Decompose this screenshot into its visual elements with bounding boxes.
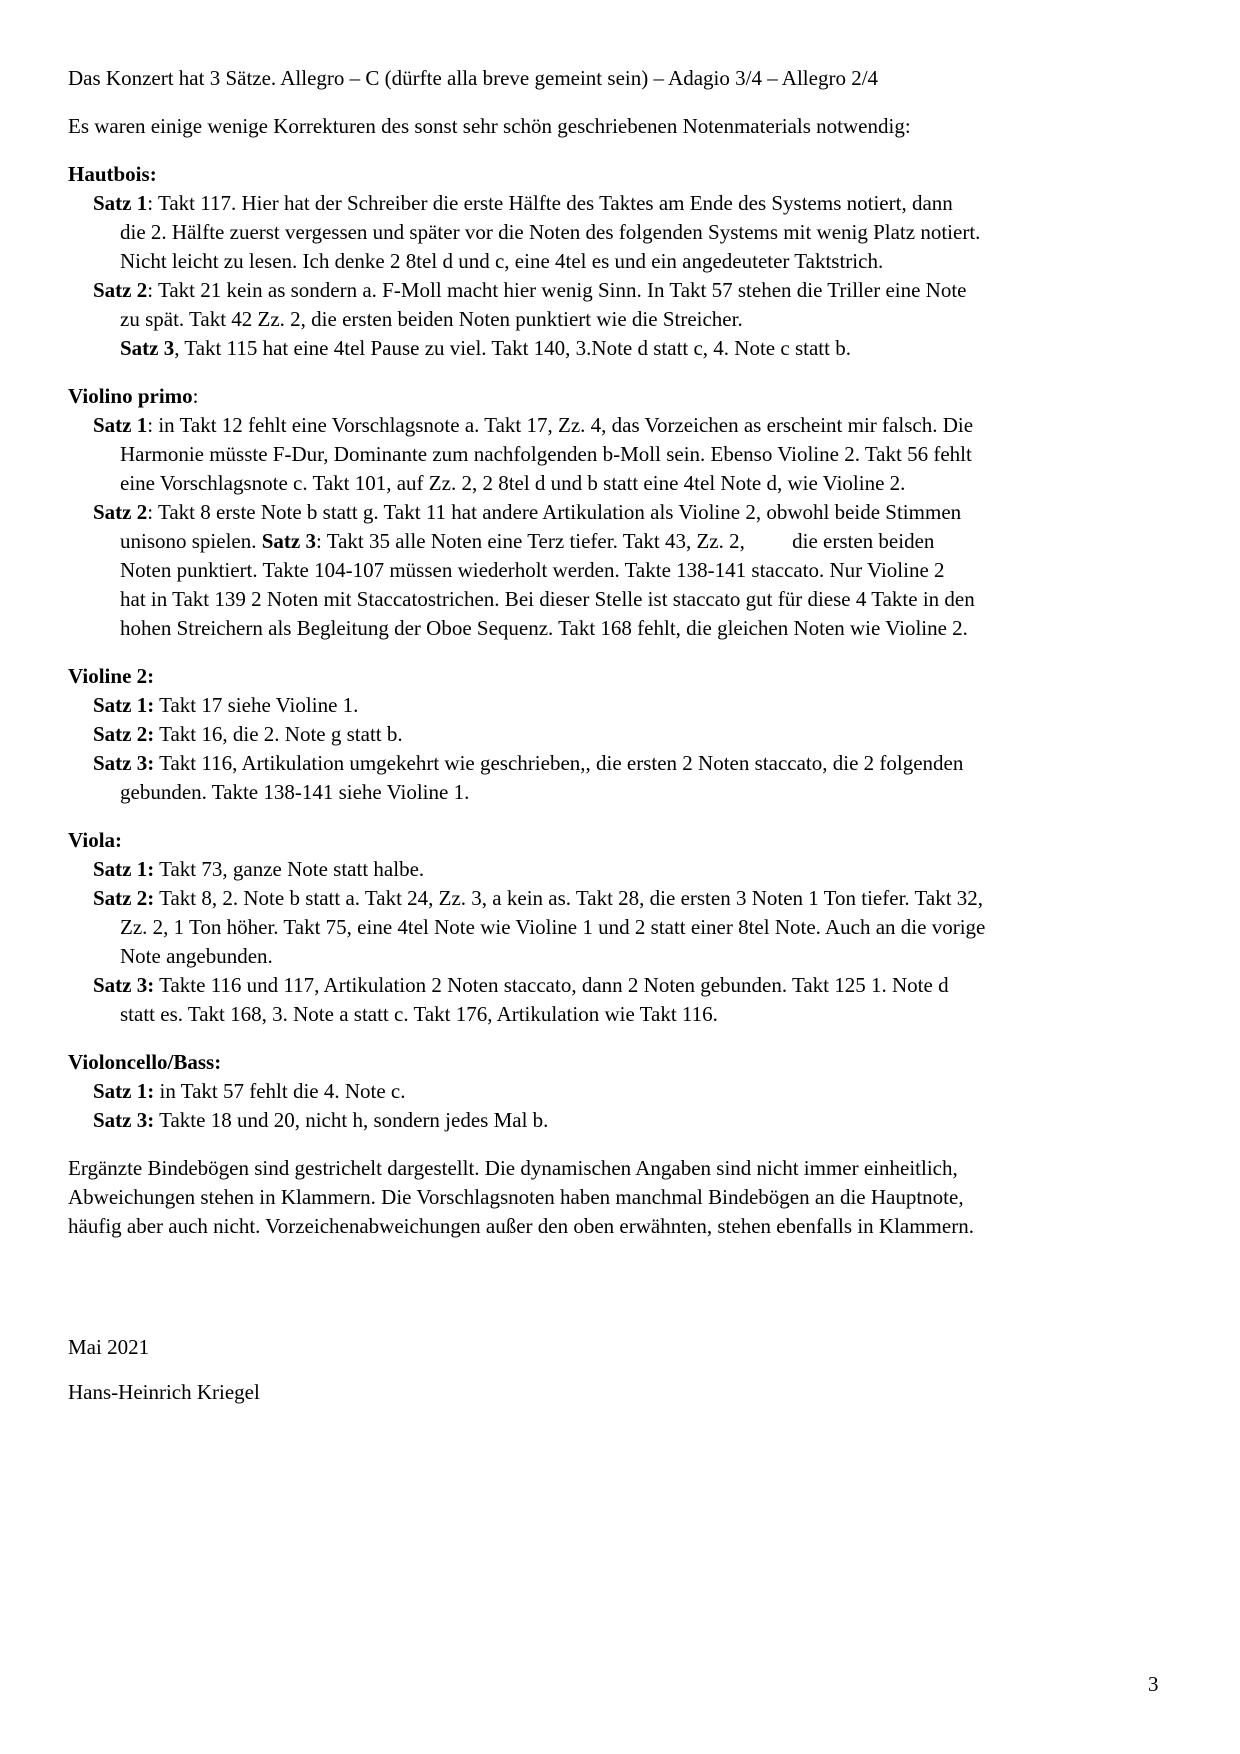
text-line	[93, 971, 1180, 1000]
text-run: Note angebunden.	[120, 944, 273, 968]
text-run: : Takt 117. Hier hat der Schreiber die erste Hälfte des Taktes am Ende des Systems notiert, dann	[147, 191, 953, 215]
text-line	[68, 64, 1180, 93]
text-line	[120, 913, 1180, 942]
text-line	[120, 942, 1180, 971]
text-run: : Takt 35 alle Noten eine Terz tiefer. Takt 43, Zz. 2, die ersten beiden	[316, 529, 935, 553]
text-line	[93, 749, 1180, 778]
text-run: gebunden. Takte 138-141 siehe Violine 1.	[120, 780, 470, 804]
text-run: Das Konzert hat 3 Sätze. Allegro – C (dürfte alla breve gemeint sein) – Adagio 3/4 – Allegro 2/4	[68, 66, 879, 90]
text-line	[93, 720, 1180, 749]
text-line	[68, 1212, 1180, 1241]
text-run: Takt 16, die 2. Note g statt b.	[154, 722, 403, 746]
text-line	[120, 585, 1180, 614]
text-line	[120, 556, 1180, 585]
text-line	[120, 614, 1180, 643]
text-run: Es waren einige wenige Korrekturen des sonst sehr schön geschriebenen Notenmaterials notwendig:	[68, 114, 911, 138]
text-line	[93, 1106, 1180, 1135]
text-line	[93, 691, 1180, 720]
bold-text-run: Satz 3	[120, 336, 175, 360]
text-run: eine Vorschlagsnote c. Takt 101, auf Zz. 2, 2 8tel d und b statt eine 4tel Note d, wie Violine 2.	[120, 471, 906, 495]
text-run: : Takt 21 kein as sondern a. F-Moll macht hier wenig Sinn. In Takt 57 stehen die Triller eine Note	[147, 278, 967, 302]
bold-text-run: Satz 3:	[93, 1108, 155, 1132]
section-heading	[68, 826, 1180, 855]
text-run: häufig aber auch nicht. Vorzeichenabweichungen außer den oben erwähnten, stehen ebenfalls in Klammern.	[68, 1214, 974, 1238]
text-line	[120, 218, 1180, 247]
date-line: Mai 2021	[68, 1335, 150, 1359]
author-line: Hans-Heinrich Kriegel	[68, 1380, 260, 1404]
text-run: Abweichungen stehen in Klammern. Die Vorschlagsnoten haben manchmal Bindebögen an die Hauptnote,	[68, 1185, 964, 1209]
page-number: 3	[1148, 1672, 1159, 1696]
text-line	[68, 1183, 1180, 1212]
text-line	[120, 440, 1180, 469]
bold-text-run: Satz 1:	[93, 1079, 155, 1103]
bold-text-run: Viola:	[68, 828, 123, 852]
section-violino-primo	[68, 382, 1180, 643]
section-hautbois	[68, 160, 1180, 363]
text-run: statt es. Takt 168, 3. Note a statt c. Takt 176, Artikulation wie Takt 116.	[120, 1002, 718, 1026]
text-run: Nicht leicht zu lesen. Ich denke 2 8tel d und c, eine 4tel es und ein angedeuteter Taktstrich.	[120, 249, 884, 273]
text-run: in Takt 57 fehlt die 4. Note c.	[154, 1079, 406, 1103]
bold-text-run: Violine 2:	[68, 664, 155, 688]
text-run: Takte 18 und 20, nicht h, sondern jedes Mal b.	[154, 1108, 549, 1132]
section-heading	[68, 160, 1180, 189]
footer-block	[0, 1333, 1240, 1407]
text-line	[120, 305, 1180, 334]
section-heading	[68, 662, 1180, 691]
section-viola	[68, 826, 1180, 1029]
bold-text-run: Satz 3:	[93, 973, 155, 997]
intro-paragraph-1	[68, 64, 1180, 93]
text-line	[68, 1154, 1180, 1183]
bold-text-run: Violoncello/Bass:	[68, 1050, 222, 1074]
text-run: zu spät. Takt 42 Zz. 2, die ersten beiden Noten punktiert wie die Streicher.	[120, 307, 743, 331]
bold-text-run: Satz 2:	[93, 722, 155, 746]
closing-paragraph	[68, 1154, 1180, 1241]
bold-text-run: Satz 1:	[93, 693, 155, 717]
text-run: Takt 8, 2. Note b statt a. Takt 24, Zz. 3, a kein as. Takt 28, die ersten 3 Noten 1 Ton tiefer. Takt 32,	[154, 886, 984, 910]
text-run: : Takt 8 erste Note b statt g. Takt 11 hat andere Artikulation als Violine 2, obwohl beide Stimmen	[147, 500, 962, 524]
bold-text-run: Satz 1	[93, 191, 148, 215]
text-run: Takte 116 und 117, Artikulation 2 Noten staccato, dann 2 Noten gebunden. Takt 125 1. Note d	[154, 973, 949, 997]
bold-text-run: Satz 3	[261, 529, 316, 553]
bold-text-run: Satz 1:	[93, 857, 155, 881]
text-line	[120, 469, 1180, 498]
text-line	[68, 112, 1180, 141]
text-line	[93, 1077, 1180, 1106]
text-line	[120, 527, 1180, 556]
bold-text-run: Violino primo	[68, 384, 193, 408]
text-line	[120, 778, 1180, 807]
text-run: hohen Streichern als Begleitung der Oboe Sequenz. Takt 168 fehlt, die gleichen Noten wie Violine 2.	[120, 616, 968, 640]
bold-text-run: Satz 3:	[93, 751, 155, 775]
text-line	[120, 247, 1180, 276]
text-run: unisono spielen.	[120, 529, 262, 553]
text-run: Takt 116, Artikulation umgekehrt wie geschrieben,, die ersten 2 Noten staccato, die 2 folgenden	[154, 751, 964, 775]
text-run: die 2. Hälfte zuerst vergessen und später vor die Noten des folgenden Systems mit wenig Platz notiert.	[120, 220, 981, 244]
text-line	[93, 884, 1180, 913]
section-heading	[68, 382, 1180, 411]
intro-paragraph-2	[68, 112, 1180, 141]
text-line	[93, 276, 1180, 305]
text-run: Noten punktiert. Takte 104-107 müssen wiederholt werden. Takte 138-141 staccato. Nur Violine 2	[120, 558, 945, 582]
text-run: hat in Takt 139 2 Noten mit Staccatostrichen. Bei dieser Stelle ist staccato gut für diese 4 Takte in den	[120, 587, 975, 611]
text-run: Takt 17 siehe Violine 1.	[154, 693, 359, 717]
bold-text-run: Hautbois:	[68, 162, 157, 186]
section-violoncello-bass	[68, 1048, 1180, 1135]
bold-text-run: Satz 2	[93, 500, 148, 524]
text-line	[93, 498, 1180, 527]
bold-text-run: Satz 1	[93, 413, 148, 437]
text-run: Zz. 2, 1 Ton höher. Takt 75, eine 4tel Note wie Violine 1 und 2 statt einer 8tel Note. Auch an die vorige	[120, 915, 986, 939]
bold-text-run: Satz 2:	[93, 886, 155, 910]
text-line	[120, 1000, 1180, 1029]
text-run: : in Takt 12 fehlt eine Vorschlagsnote a. Takt 17, Zz. 4, das Vorzeichen as erscheint mir falsch. Die	[147, 413, 974, 437]
text-line	[93, 411, 1180, 440]
text-line	[93, 855, 1180, 884]
text-run: Harmonie müsste F-Dur, Dominante zum nachfolgenden b-Moll sein. Ebenso Violine 2. Takt 56 fehlt	[120, 442, 972, 466]
bold-text-run: Satz 2	[93, 278, 148, 302]
section-violine-2	[68, 662, 1180, 807]
text-run: :	[192, 384, 199, 408]
text-line	[93, 189, 1180, 218]
text-run: , Takt 115 hat eine 4tel Pause zu viel. Takt 140, 3.Note d statt c, 4. Note c statt b.	[174, 336, 851, 360]
section-heading	[68, 1048, 1180, 1077]
text-run: Ergänzte Bindebögen sind gestrichelt dargestellt. Die dynamischen Angaben sind nicht immer einheitlich,	[68, 1156, 958, 1180]
text-run: Takt 73, ganze Note statt halbe.	[154, 857, 425, 881]
text-line	[120, 334, 1180, 363]
